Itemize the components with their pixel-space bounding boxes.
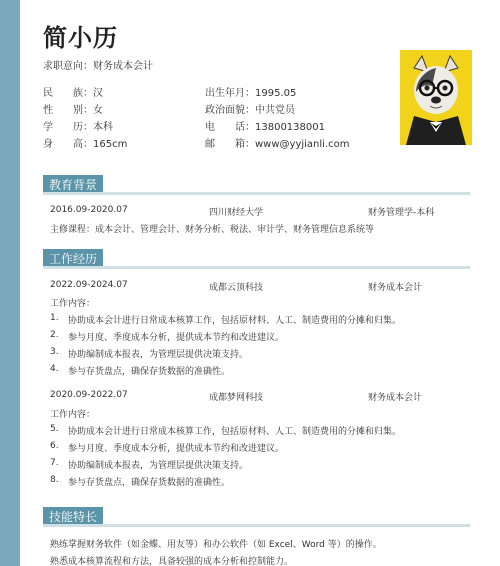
section-title-work: 工作经历 <box>43 249 103 269</box>
job-content-label: 工作内容： <box>50 410 96 420</box>
job-role: 财务成本会计 <box>368 393 423 403</box>
list-number: 7. <box>50 458 59 468</box>
section-divider <box>43 524 470 527</box>
list-item: 参与月度、季度成本分析，提供成本节约和改进建议。 <box>68 333 285 343</box>
profile-photo <box>400 50 472 145</box>
info-phone: 电 话：13800138001 <box>205 122 325 133</box>
job-period: 2022.09-2024.07 <box>50 280 128 290</box>
edu-major: 财务管理学-本科 <box>368 208 435 218</box>
edu-school: 四川财经大学 <box>209 208 264 218</box>
job-period: 2020.09-2022.07 <box>50 390 128 400</box>
skill-line: 熟练掌握财务软件（如金蝶、用友等）和办公软件（如 Excel、Word 等）的操作。 <box>50 540 382 550</box>
list-item: 参与存货盘点，确保存货数据的准确性。 <box>68 367 231 377</box>
list-item: 参与存货盘点，确保存货数据的准确性。 <box>68 478 231 488</box>
candidate-name: 简小历 <box>43 24 118 52</box>
skill-line: 熟悉成本核算流程和方法，具备较强的成本分析和控制能力。 <box>50 557 294 566</box>
section-divider <box>43 192 470 195</box>
job-role: 财务成本会计 <box>368 283 423 293</box>
job-intent: 求职意向：财务成本会计 <box>43 61 153 72</box>
list-number: 4. <box>50 364 59 374</box>
info-gender: 性 别：女 <box>43 105 103 116</box>
edu-courses: 主修课程：成本会计、管理会计、财务分析、税法、审计学、财务管理信息系统等 <box>50 225 375 235</box>
edu-period: 2016.09-2020.07 <box>50 205 128 215</box>
job-company: 成都梦网科技 <box>209 393 264 403</box>
info-politics: 政治面貌：中共党员 <box>205 105 295 116</box>
list-item: 参与月度、季度成本分析，提供成本节约和改进建议。 <box>68 444 285 454</box>
info-ethnicity: 民 族：汉 <box>43 88 103 99</box>
list-number: 1. <box>50 313 59 323</box>
info-birth: 出生年月：1995.05 <box>205 88 297 99</box>
info-education: 学 历：本科 <box>43 122 113 133</box>
list-number: 3. <box>50 347 59 357</box>
list-number: 8. <box>50 475 59 485</box>
list-item: 协助成本会计进行日常成本核算工作，包括原材料、人工、制造费用的分摊和归集。 <box>68 316 402 326</box>
job-company: 成都云顶科技 <box>209 283 264 293</box>
job-content-label: 工作内容： <box>50 299 96 309</box>
list-number: 2. <box>50 330 59 340</box>
info-height: 身 高：165cm <box>43 139 128 150</box>
dog-portrait-icon <box>400 50 472 145</box>
list-number: 6. <box>50 441 59 451</box>
list-number: 5. <box>50 424 59 434</box>
list-item: 协助成本会计进行日常成本核算工作，包括原材料、人工、制造费用的分摊和归集。 <box>68 427 402 437</box>
list-item: 协助编制成本报表，为管理层提供决策支持。 <box>68 461 249 471</box>
left-accent-bar <box>0 0 20 566</box>
section-title-skills: 技能特长 <box>43 507 103 527</box>
section-divider <box>43 266 470 269</box>
info-email[interactable]: 邮 箱：www@yyjianli.com <box>205 139 350 150</box>
list-item: 协助编制成本报表，为管理层提供决策支持。 <box>68 350 249 360</box>
section-title-education: 教育背景 <box>43 175 103 195</box>
